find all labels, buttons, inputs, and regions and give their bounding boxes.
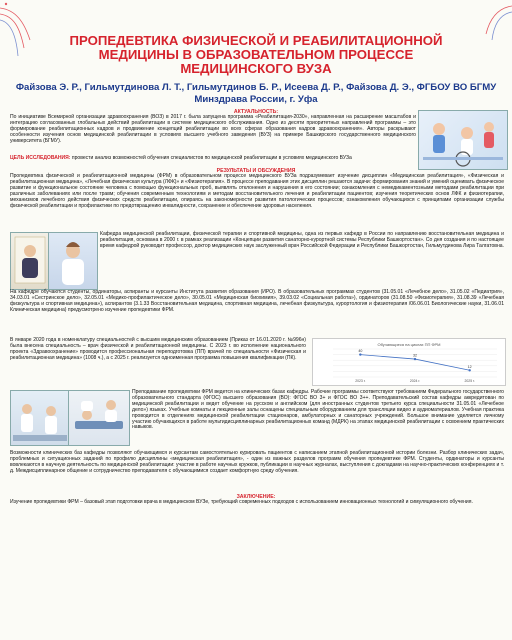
results-paragraph-5: Преподавание пропедевтики ФРМ ведется на клинических базах кафедры. Рабочие программы соответствуют требованиям Федерального государственного образовательного стандарта (ФГОС) высшего образования (ВО): ФГОС ВО 3+ и ФГОС ВО 3++. Преподавательский состав кафедры аккредитован по медицинской реабилитации и ведет обучение на русском и английском (для иностранных студентов третьего курса специальности 31.05.01 «Лечебное дело») языках. Учебные комнаты и лекционные залы оснащены специальным оборудованием для трансляции видео и аудиоматериалов. Учебная практика проводится в отделениях медицинской реабилитации стационаров, амбулаторных и санаторных учреждений. Большое внимание уделяется личному участию обучающихся в работе мультидисциплинарных реабилитационных команд (МДРК) на этапах медицинской реабилитации с освоением практических навыков. <box>132 389 504 431</box>
aim-paragraph <box>10 156 416 162</box>
x-tick-label: 2025 г. <box>464 379 475 383</box>
results-paragraph-4: В январе 2020 года в номенклатуру специальностей с высшим медицинским образованием (Приказ от 16.01.2020 г. №996н) была внесена специальность – врач физической и реабилитационной медицины. С 2023 г. во исполнение национального проекта «Здравоохранение» проводится профессиональная переподготовка (ПП) врачей по специальности «Физическая и реабилитационная медицина» (1008 ч.), а с 2025 г. реализуется одноименная программа повышения квалификации (ПК). <box>10 337 306 361</box>
decorative-lines-left <box>0 0 46 56</box>
chart-trainees-pp-frm <box>312 338 506 386</box>
rehabilitation-illustration <box>418 110 508 170</box>
x-tick-label: 2024 г. <box>409 379 421 383</box>
relevance-heading: АКТУАЛЬНОСТЬ: <box>233 109 279 115</box>
data-point <box>359 353 361 355</box>
poster-authors: Файзова Э. Р., Гильмутдинова Л. Т., Гильмутдинов Б. Р., Исеева Д. Р., Файзова Д. Э., ФГБОУ ВО БГМУ Минздрава России, г. Уфа <box>15 82 497 105</box>
data-label: 32 <box>413 353 417 358</box>
data-point <box>468 369 470 371</box>
relevance-text: По инициативе Всемирной организации здравоохранения (ВОЗ) в 2017 г. была запущена программа «Реабилитация-2030», направленная на расширение масштабов и интеграцию согласованных глобальных действий реабилитации в системе медицинского обслуживания. Одно из десяти приоритетных направлений программы – это формирование реабилитационных кадров и продвижение концепций реабилитации во всех сферах образования кадров здравоохранения». Авторы раскрывают особенности изучения основ медицинской реабилитации в условиях высшего учебного заведения (ВУЗ) на примере Башкирского государственного медицинского университета (БГМУ). <box>10 114 416 144</box>
poster-title: ПРОПЕДЕВТИКА ФИЗИЧЕСКОЙ И РЕАБИЛИТАЦИОННОЙ МЕДИЦИНЫ В ОБРАЗОВАТЕЛЬНОМ ПРОЦЕССЕ МЕДИЦИНСКОГО ВУЗА <box>69 33 443 76</box>
data-label: 12 <box>467 364 472 369</box>
aim-label: ЦЕЛЬ ИССЛЕДОВАНИЯ: <box>10 155 71 161</box>
aim-text: провести анализ возможностей обучения специалистов по медицинской реабилитации в условиях медицинского ВУЗа <box>71 155 352 161</box>
results-paragraph-1: Пропедевтика физической и реабилитационной медицины (ФРМ) в образовательном процессе медицинского ВУЗа подразумевает изучение дисциплин «Медицинская реабилитация», «Физическая и реабилитационная медицина», «Лечебная физическая культура (ЛФК)» и «Физиотерапия». В процессе преподавания этих дисциплин решаются задачи: формирования знаний и умений оценивать физическое развитие и функциональное состояние человека с помощью функциональных проб, выявлять отклонения и нарушения в его состоянии; ознакомления с немедикаментозными методами реабилитации при различных заболеваниях или после травм; обучения современным технологиям и методам восстановительного лечения и реабилитации пациентов; изучения теоретических основ ЛФК и физиотерапии, механизмов лечебного действия физических средств реабилитации, опираясь на закономерности развития патологических процессов; ознакомления обучающихся с принципами организации службы физической реабилитации и профилактики по предотвращению инвалидности, сохранение и обеспечение здоровья населения. <box>10 173 504 209</box>
department-staff-photo <box>48 232 98 290</box>
data-label: 40 <box>358 349 363 354</box>
practice-session-photo <box>68 390 130 446</box>
results-paragraph-2: Кафедра медицинской реабилитации, физической терапии и спортивной медицины, одна из первых кафедр в России по направлению восстановительная медицина и реабилитация, основана в 2000 г. в рамках реализации «Концепции развития санаторно-курортной системы Республики Башкортостан». Со дня создания и по настоящее время кафедрой руководит профессор, доктор медицинских наук заслуженный врач Российской Федерации и Республики Башкортостан, Гильмутдинова Лира Талгатовна. <box>100 231 504 249</box>
results-paragraph-3: На кафедре обучаются студенты, ординаторы, аспиранты и курсанты Института развития образования (ИРО). В образовательных программах студентов (31.05.01 «Лечебное дело», 31.05.02 «Педиатрия», 34.03.01 «Сестринское дело», 32.05.01 «Медико-профилактическое дело», 30.05.01 «Медицинская биохимия», 39.03.02 «Социальная работа»), ординаторов (31.08.50 «Физиотерапия», 31.08.39 «Лечебная физкультура и спортивная медицина»), аспирантов (3.1.33 Восстановительная медицина, спортивная медицина, лечебная физкультура, курортология и физиотерапия /06.06.01 Биологические науки, 31.06.01 Клиническая медицина) предусмотрено изучение пропедевтики ФРМ. <box>10 289 504 313</box>
conclusion-text: Изучение пропедевтики ФРМ – базовый этап подготовки врача в медицинском ВУЗе, требующий современных подходов с использованием инновационных технологий и симуляционного обучения. <box>10 499 473 505</box>
chart-title: Обучающиеся на циклах ПП ФРМ <box>377 342 441 347</box>
decorative-lines-right <box>472 0 512 40</box>
classroom-photo <box>10 390 70 446</box>
results-paragraph-6: Возможности клинических баз кафедры позволяют обучающимся и курсантам самостоятельно курировать пациентов с написанием этапной реабилитационной истории болезни. Разбор клинических задач, проблемных и ситуационных заданий по профилю дисциплины «медицинская реабилитация», - один из важных разделов программ обучения пропедевтике ФРМ. Студенты, ординаторы и курсанты вовлекаются в научную деятельность по медицинской реабилитации: участие в работе научных кружков, публикации в научных журналах, выступления с докладами на научно-практических конференциях и т. д. Междисциплинарное общение и сотрудничество преподавателя с обучающимися создает комфортную среду обучения. <box>10 450 504 474</box>
results-heading: РЕЗУЛЬТАТЫ И ОБСУЖДЕНИЯ <box>216 168 296 174</box>
conclusion-heading: ЗАКЛЮЧЕНИЕ: <box>236 494 276 500</box>
chart-marks <box>355 349 475 383</box>
data-point <box>414 358 416 360</box>
department-founder-photo <box>10 232 50 290</box>
x-tick-label: 2023 г. <box>355 379 366 383</box>
